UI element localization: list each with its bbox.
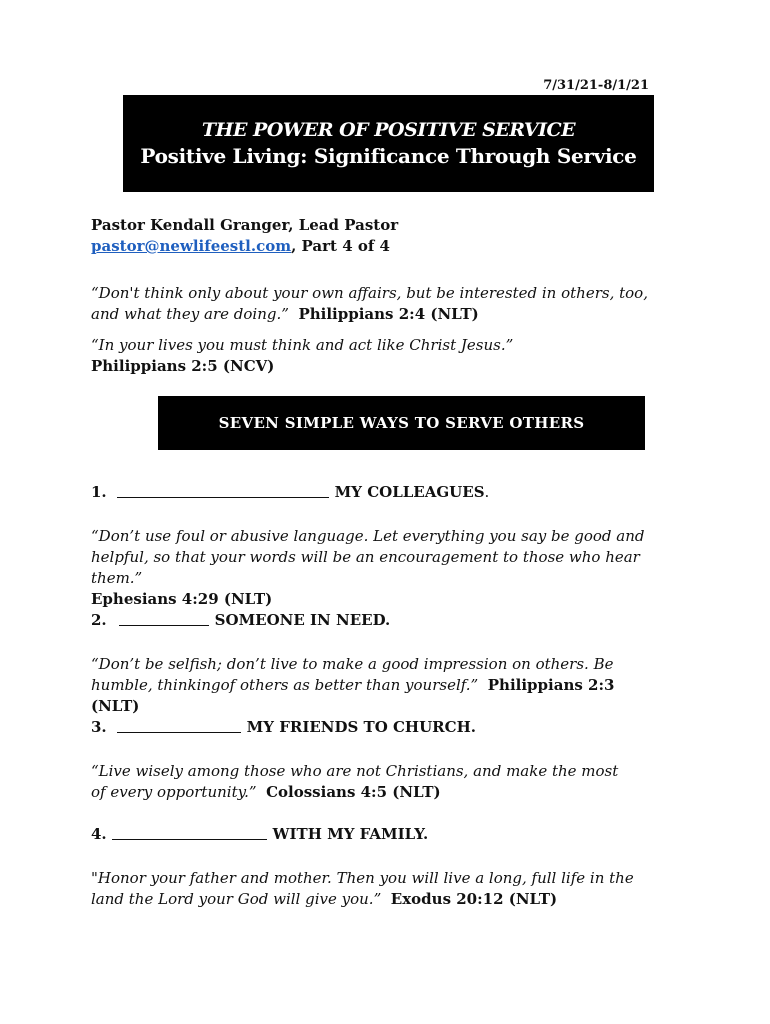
item-label: MY COLLEAGUES: [334, 483, 485, 501]
section-heading: SEVEN SIMPLE WAYS TO SERVE OTHERS: [158, 396, 645, 450]
item-1-quote: [91, 526, 671, 610]
scripture-reference: Philippians 2:5 (NCV): [91, 357, 275, 375]
scripture-reference: Philippians 2:4 (NLT): [298, 305, 479, 323]
fill-in-blank[interactable]: [117, 482, 329, 498]
quote-text: “Live wisely among those who are not Christians, and make the most of every opportunity.”: [91, 762, 619, 801]
fill-in-blank[interactable]: [119, 610, 209, 626]
item-label: MY FRIENDS TO CHURCH.: [246, 718, 476, 736]
item-2-quote: [91, 654, 666, 717]
scripture-reference: Ephesians 4:29 (NLT): [91, 590, 273, 608]
quote-text: “Don’t use foul or abusive language. Let everything you say be good and helpful, so that your words will be an encouragement to those who hear them.”: [91, 527, 645, 587]
author-block: [91, 215, 398, 257]
date-range: 7/31/21-8/1/21: [543, 78, 649, 93]
item-number: 4.: [91, 825, 107, 843]
quote-text: “Don’t be selfish; don’t live to make a good impression on others. Be humble, thinkingof others as better than yourself.”: [91, 655, 614, 694]
author-contact: [91, 236, 398, 257]
scripture-reference: Exodus 20:12 (NLT): [390, 890, 558, 908]
title-banner: [123, 95, 654, 192]
quote-text: “Don't think only about your own affairs, but be interested in others, too, and what they are doing.”: [91, 284, 648, 323]
item-number: 3.: [91, 718, 107, 736]
intro-quote-2: [91, 335, 691, 377]
email-link[interactable]: pastor@newlifeestl.com: [91, 237, 292, 255]
part-label: , Part 4 of 4: [291, 237, 390, 255]
quote-text: "Honor your father and mother. Then you will live a long, full life in the land the Lord your God will give you.”: [91, 869, 634, 908]
author-name: Pastor Kendall Granger, Lead Pastor: [91, 216, 399, 234]
item-label: WITH MY FAMILY.: [272, 825, 429, 843]
item-number: 1.: [91, 483, 107, 501]
intro-quote-1: [91, 283, 661, 325]
list-item-1: [91, 482, 489, 501]
fill-in-blank[interactable]: [112, 824, 267, 840]
item-number: 2.: [91, 611, 107, 629]
item-3-quote: [91, 761, 631, 803]
sermon-title: Positive Living: Significance Through Service: [140, 144, 637, 168]
scripture-reference: Philippians 2:3 (NLT): [91, 676, 615, 715]
item-suffix: .: [484, 483, 490, 501]
quote-text: “In your lives you must think and act like Christ Jesus.”: [91, 336, 514, 354]
item-4-quote: [91, 868, 661, 910]
fill-in-blank[interactable]: [117, 717, 241, 733]
scripture-reference: Colossians 4:5 (NLT): [266, 783, 441, 801]
list-item-4: [91, 824, 428, 843]
list-item-2: [91, 610, 390, 629]
series-title: THE POWER OF POSITIVE SERVICE: [201, 119, 576, 141]
item-label: SOMEONE IN NEED.: [214, 611, 391, 629]
list-item-3: [91, 717, 476, 736]
